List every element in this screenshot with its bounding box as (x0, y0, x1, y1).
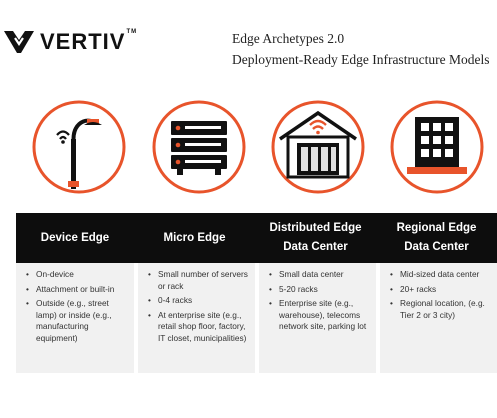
building-datacenter-wifi-icon (266, 95, 370, 199)
heading-distributed-edge-data-center: Distributed Edge Data Center (269, 222, 362, 253)
list-item: • Small data center (269, 269, 344, 279)
heading-micro-edge: Micro Edge (163, 231, 226, 244)
archetype-icons-row (16, 95, 497, 205)
list-item: • Mid-sized data center (390, 269, 480, 279)
list-item: • On-device (26, 269, 74, 279)
archetype-table-body (16, 263, 497, 373)
regional-datacenter-building-icon (385, 95, 489, 199)
heading-regional-edge-data-center: Regional Edge Data Center (396, 222, 477, 253)
vertiv-logo (4, 28, 137, 56)
title-line-1: Edge Archetypes 2.0 (232, 31, 345, 46)
list-item: • Enterprise site (e.g., warehouse), telecoms network site, parking lot (269, 298, 367, 331)
column-micro-edge (138, 263, 255, 373)
heading-device-edge: Device Edge (40, 231, 110, 244)
brand-name: VERTIV (40, 29, 126, 54)
list-item: • 0-4 racks (148, 295, 193, 305)
column-regional-edge (380, 263, 497, 373)
archetype-table-header (16, 213, 497, 263)
list-item: • 20+ racks (390, 283, 437, 294)
list-item: • At enterprise site (e.g., retail shop floor, factory, IT closet, municipalities) (148, 309, 247, 343)
column-distributed-edge (259, 263, 376, 373)
title-line-2: Deployment-Ready Edge Infrastructure Models (232, 52, 490, 67)
list-item: • 5-20 racks (269, 283, 318, 294)
brand-tm: TM (126, 29, 138, 35)
list-item: • Attachment or built-in (26, 283, 115, 294)
street-lamp-wifi-icon (27, 95, 131, 199)
list-item: • Regional location, (e.g. Tier 2 or 3 city) (390, 298, 485, 320)
list-item: • Small number of servers or rack (148, 269, 248, 291)
list-item: • Outside (e.g., street lamp) or inside (e.g., manufacturing equipment) (26, 298, 112, 343)
page-title (232, 28, 490, 70)
column-device-edge (16, 263, 134, 373)
vertiv-logo-mark-icon (4, 29, 34, 55)
server-rack-icon (147, 95, 251, 199)
